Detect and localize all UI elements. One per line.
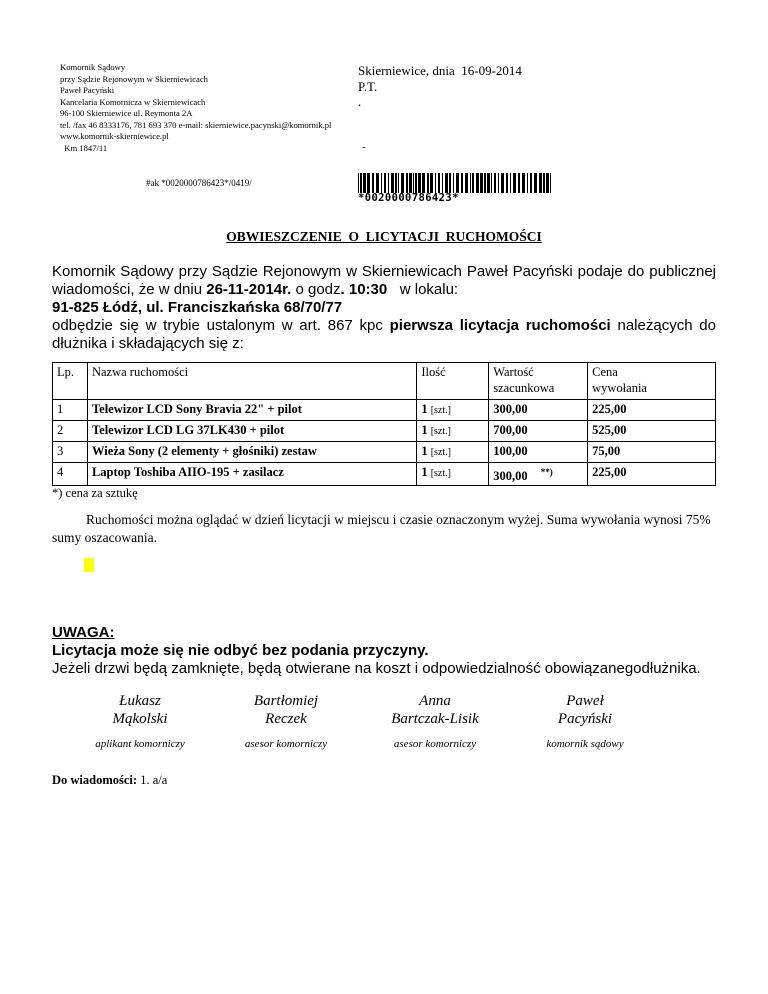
barcode-bar [430,173,433,193]
qty-unit: [szt.] [430,426,451,437]
barcode-bar [518,173,520,193]
barcode-bar [381,173,382,193]
barcode-bar [522,173,525,193]
intro-text: o godz [291,281,341,298]
barcode-bar [534,173,537,193]
barcode-bar [406,173,408,193]
barcode-bar [543,173,545,193]
header-value-line: szacunkowa [493,381,555,395]
barcode-bar [363,173,366,193]
sender-line: przy Sądzie Rejonowym w Skierniewicach [60,73,208,84]
barcode-bar [358,173,359,193]
signer-role: komornik sądowy [546,738,624,750]
row-qty [417,421,489,442]
header-value-line: Wartość [493,365,534,379]
barcode-bar [546,173,549,193]
qty-value: 1 [421,423,428,437]
barcode-bar [530,173,532,193]
signer-role: aplikant komorniczy [95,738,185,750]
row-value [489,463,588,486]
sender-line: 96-100 Skierniewice ul. Reymonta 2A [60,108,193,118]
footnote: *) cena za sztukę [52,486,138,500]
auction-time: . 10:30 [340,281,388,298]
row-price: 75,00 [588,442,716,463]
intro-text: odbędzie się w trybie ustalonym w art. 867 kpc [52,317,390,334]
auction-date: 26-11-2014r. [206,281,292,298]
row-value [489,442,588,463]
value-amount: 100,00 [493,444,528,458]
qty-unit: [szt.] [430,447,451,458]
place-date: Skierniewice, dnia 16-09-2014 [358,63,522,78]
header-qty: Ilość [417,363,489,400]
barcode-bar [461,173,463,193]
row-name: Laptop Toshiba AIIO-195 + zasilacz [87,463,416,486]
signature-block [515,692,655,750]
barcode-text: *0020000786423* [358,192,459,204]
intro-text: Komornik Sądowy przy Sądzie Rejonowym w Skierniewicach Paweł Pacyński podaje do publicznej wiadomości, że w dniu [52,263,716,298]
barcode [358,173,554,203]
barcode-bar [494,173,496,193]
barcode-bar [388,173,389,193]
barcode-bar [401,173,404,193]
header-price-line: wywołania [592,381,647,395]
signer-last-name: Bartczak-Lisik [391,711,479,727]
barcode-bar [413,173,414,193]
table-row [53,463,716,486]
value-amount: 300,00 [493,469,528,484]
signer-first-name: Anna [419,693,451,709]
sender-block [60,62,331,154]
signer-first-name: Paweł [566,693,604,709]
table-row [53,400,716,421]
signer-first-name: Bartłomiej [253,693,319,709]
addressee: P.T. [358,78,378,94]
barcode-bar [445,173,448,193]
signer-last-name: Pacyński [557,711,613,727]
warning-line: Jeżeli drzwi będą zamknięte, będą otwierane na koszt i odpowiedzialność obowiązanegodłużnika. [52,660,701,677]
signer-role: asesor komorniczy [244,738,328,750]
distribution-value: 1. a/a [137,773,168,787]
row-name: Wieża Sony (2 elementy + głośniki) zestaw [87,442,416,463]
barcode-bar [391,173,394,193]
distribution-line [52,773,167,788]
place-date-block [358,63,522,110]
barcode-bar [465,173,468,193]
signature-block [365,692,505,750]
header-name: Nazwa ruchomości [87,363,416,400]
barcode-bar [418,173,421,193]
barcode-bar [360,173,362,193]
barcode-bar [453,173,454,193]
barcode-bar [484,173,486,193]
row-name: Telewizor LCD LG 37LK430 + pilot [87,421,416,442]
barcode-bar [398,173,399,193]
table-row [53,442,716,463]
sender-line: Paweł Pacyński [60,85,115,95]
dash-mark: - [362,141,366,153]
row-price: 225,00 [588,463,716,486]
barcode-bars [358,173,554,193]
barcode-bar [442,173,443,193]
items-table [52,362,716,486]
intro-text: w lokalu: [387,281,459,298]
row-value [489,400,588,421]
header-lp: Lp. [53,363,88,400]
row-lp: 2 [53,421,88,442]
auction-address: 91-825 Łódź, ul. Franciszkańska 68/70/77 [52,299,343,316]
signer-last-name: Reczek [265,711,307,727]
barcode-bar [513,173,516,193]
barcode-bar [395,173,397,193]
barcode-bar [456,173,459,193]
intro-text: należących do dłużnika i składających się z: [52,317,716,352]
value-amount: 300,00 [493,402,528,416]
row-lp: 3 [53,442,88,463]
barcode-bar [367,173,370,193]
barcode-bar [506,173,508,193]
barcode-bar [498,173,499,193]
sender-line: Km 1847/11 [60,142,108,153]
addressee-dot: . [358,94,362,109]
barcode-bar [480,173,483,193]
sender-line: Komornik Sądowy [60,62,126,72]
highlight-marker [84,558,94,572]
header-price-line: Cena [592,365,618,379]
sender-line: tel. /fax 46 8333176, 781 693 370 e-mail: skierniewice.pacynski@komornik.pl [60,119,332,130]
qty-value: 1 [421,465,428,479]
barcode-bar [550,173,551,193]
sender-line: Kancelaria Komornicza w Skierniewicach [60,96,206,107]
signer-first-name: Łukasz [119,693,161,709]
qty-value: 1 [421,402,428,416]
page-title: OBWIESZCZENIE O LICYTACJI RUCHOMOŚCI [226,229,542,244]
row-lp: 1 [53,400,88,421]
warning-heading: UWAGA: [52,624,115,641]
barcode-bar [427,173,429,193]
barcode-bar [384,173,386,193]
row-name: Telewizor LCD Sony Bravia 22" + pilot [87,400,416,421]
row-value [489,421,588,442]
distribution-label: Do wiadomości: [52,773,138,787]
row-lp: 4 [53,463,88,486]
value-footnote-mark: **) [540,467,553,477]
row-qty [417,442,489,463]
barcode-bar [435,173,436,193]
barcode-caption: #ak *0020000786423*/0419/ [146,178,252,188]
signature-block [70,692,210,750]
barcode-bar [372,173,374,193]
qty-value: 1 [421,444,428,458]
barcode-bar [476,173,479,193]
signer-last-name: Mąkolski [112,711,168,727]
qty-unit: [szt.] [430,468,451,479]
header-price [588,363,716,400]
barcode-bar [501,173,504,193]
header-value [489,363,588,400]
barcode-bar [487,173,490,193]
barcode-bar [449,173,451,193]
barcode-bar [422,173,425,193]
intro-paragraph [52,263,716,353]
row-qty [417,400,489,421]
warning-line: Licytacja może się nie odbyć bez podania przyczyny. [52,642,429,659]
barcode-bar [470,173,471,193]
barcode-bar [472,173,474,193]
row-price: 225,00 [588,400,716,421]
barcode-bar [491,173,492,193]
table-header-row [53,363,716,400]
barcode-bar [527,173,528,193]
viewing-note: Ruchomości można oglądać w dzień licytacji w miejscu i czasie oznaczonym wyżej. Suma wywołania wynosi 75% sumy oszacowania. [52,512,711,545]
qty-unit: [szt.] [430,405,451,416]
barcode-bar [539,173,542,193]
barcode-bar [415,173,417,193]
value-amount: 700,00 [493,423,528,437]
row-qty [417,463,489,486]
barcode-bar [409,173,412,193]
barcode-bar [438,173,440,193]
row-price: 525,00 [588,421,716,442]
table-row [53,421,716,442]
signature-block [216,692,356,750]
barcode-bar [376,173,379,193]
sender-line: www.komornik-skierniewice.pl [60,131,169,141]
warning-block [52,624,701,678]
barcode-bar [510,173,511,193]
signer-role: asesor komorniczy [393,738,477,750]
auction-type: pierwsza licytacja ruchomości [389,317,611,334]
